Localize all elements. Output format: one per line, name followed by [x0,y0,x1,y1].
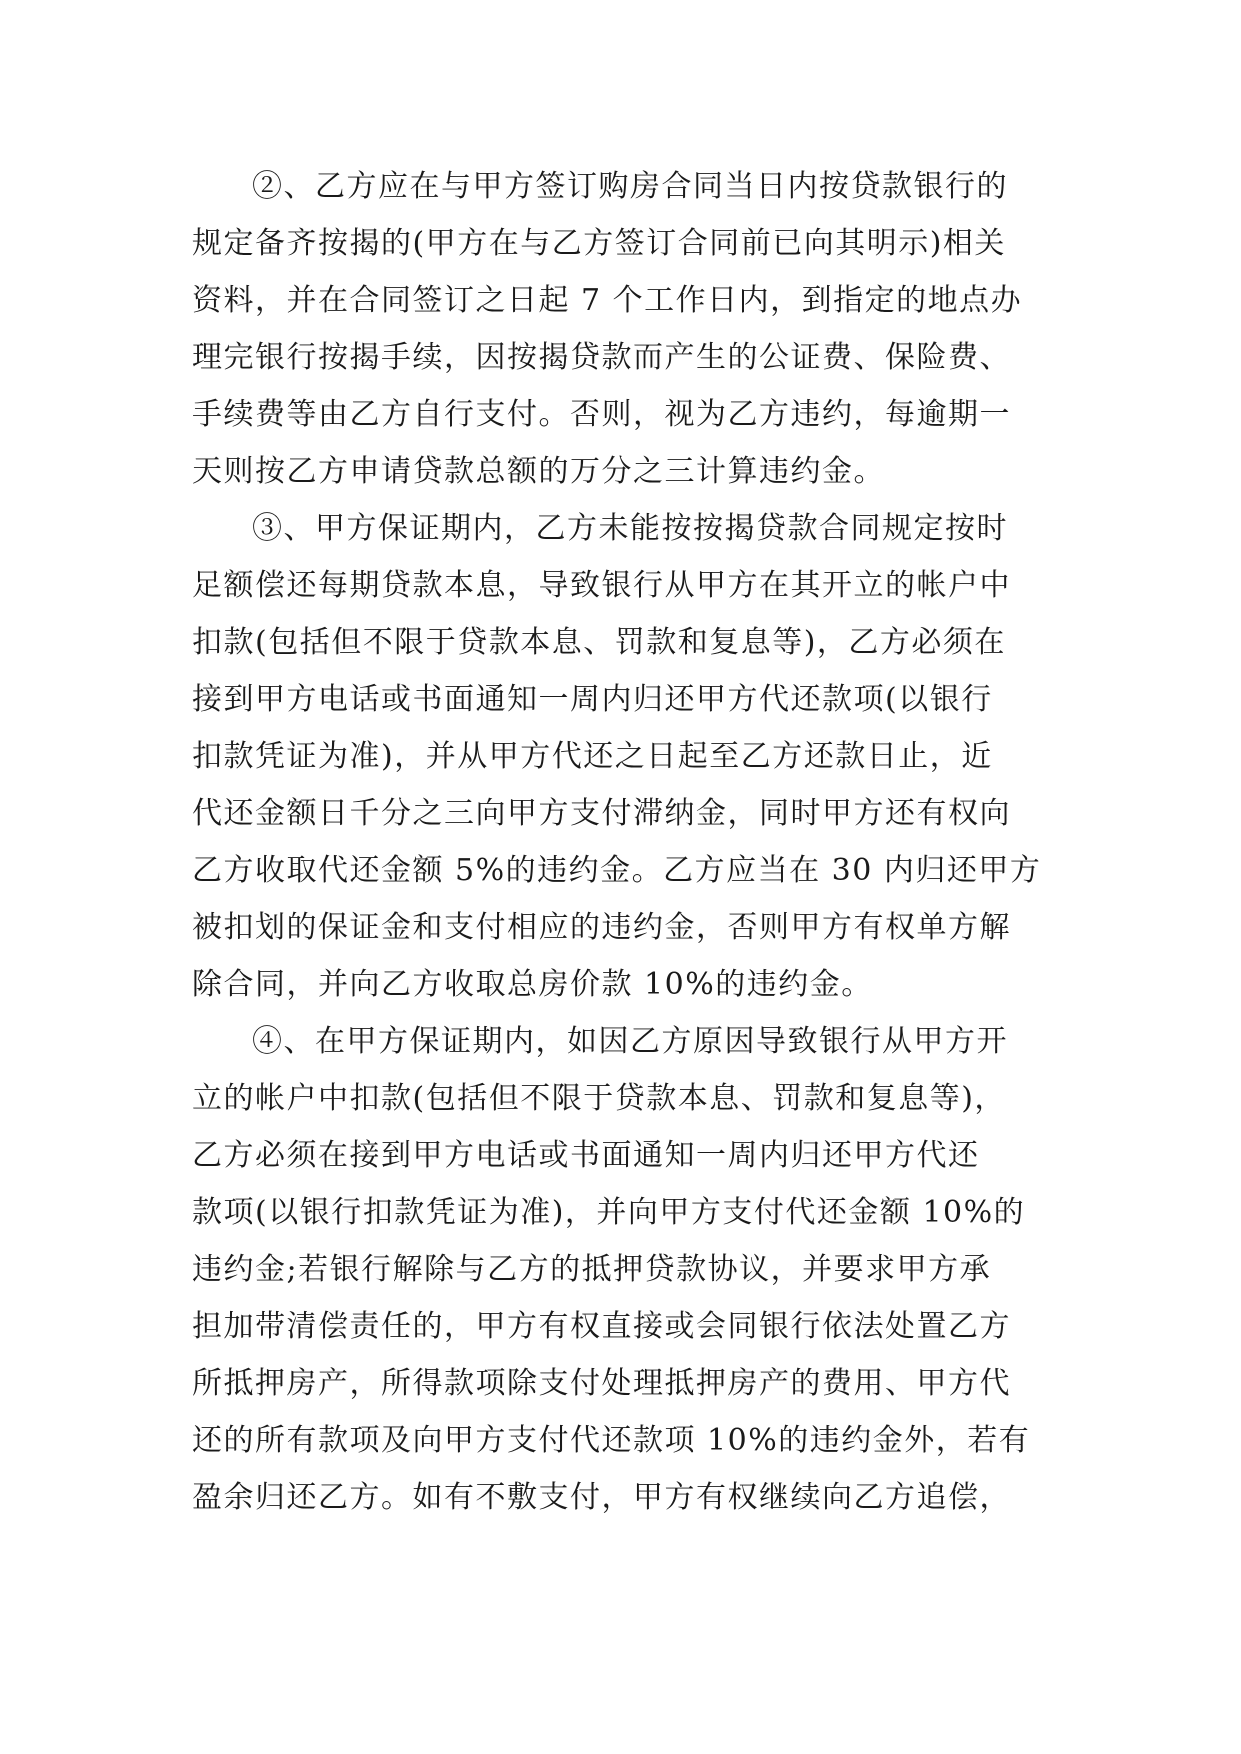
text-line: 资料，并在合同签订之日起 7 个工作日内，到指定的地点办 [192,283,1023,318]
document-body [192,158,1052,1526]
text-line: 担加带清偿责任的，甲方有权直接或会同银行依法处置乙方 [192,1309,1011,1344]
text-line: 理完银行按揭手续，因按揭贷款而产生的公证费、保险费、 [192,340,1011,375]
paragraph-2 [192,158,1052,500]
text-line: 接到甲方电话或书面通知一周内归还甲方代还款项(以银行 [192,682,993,717]
text-line: 所抵押房产，所得款项除支付处理抵押房产的费用、甲方代 [192,1366,1011,1401]
text-line: 规定备齐按揭的(甲方在与乙方签订合同前已向其明示)相关 [192,226,1006,261]
paragraph-4 [192,1013,1052,1526]
text-line: ②、乙方应在与甲方签订购房合同当日内按贷款银行的 [252,169,1008,204]
paragraph-3 [192,500,1052,1013]
text-line: 立的帐户中扣款(包括但不限于贷款本息、罚款和复息等)， [192,1081,1006,1116]
text-line: 扣款凭证为准)，并从甲方代还之日起至乙方还款日止，近 [192,739,993,774]
text-line: 盈余归还乙方。如有不敷支付，甲方有权继续向乙方追偿， [192,1480,1011,1515]
text-line: ④、在甲方保证期内，如因乙方原因导致银行从甲方开 [252,1024,1008,1059]
text-line: 足额偿还每期贷款本息，导致银行从甲方在其开立的帐户中 [192,568,1011,603]
text-line: 被扣划的保证金和支付相应的违约金，否则甲方有权单方解 [192,910,1011,945]
text-line: 扣款(包括但不限于贷款本息、罚款和复息等)，乙方必须在 [192,625,1006,660]
text-line: 手续费等由乙方自行支付。否则，视为乙方违约，每逾期一 [192,397,1011,432]
text-line: 还的所有款项及向甲方支付代还款项 10%的违约金外，若有 [192,1423,1031,1458]
text-line: 代还金额日千分之三向甲方支付滞纳金，同时甲方还有权向 [192,796,1011,831]
text-line: 乙方收取代还金额 5%的违约金。乙方应当在 30 内归还甲方 [192,853,1042,888]
text-line: 乙方必须在接到甲方电话或书面通知一周内归还甲方代还 [192,1138,980,1173]
text-line: ③、甲方保证期内，乙方未能按按揭贷款合同规定按时 [252,511,1008,546]
text-line: 违约金;若银行解除与乙方的抵押贷款协议，并要求甲方承 [192,1252,992,1287]
text-line: 除合同，并向乙方收取总房价款 10%的违约金。 [192,967,873,1002]
text-line: 款项(以银行扣款凭证为准)，并向甲方支付代还金额 10%的 [192,1195,1026,1230]
text-line: 天则按乙方申请贷款总额的万分之三计算违约金。 [192,454,885,489]
